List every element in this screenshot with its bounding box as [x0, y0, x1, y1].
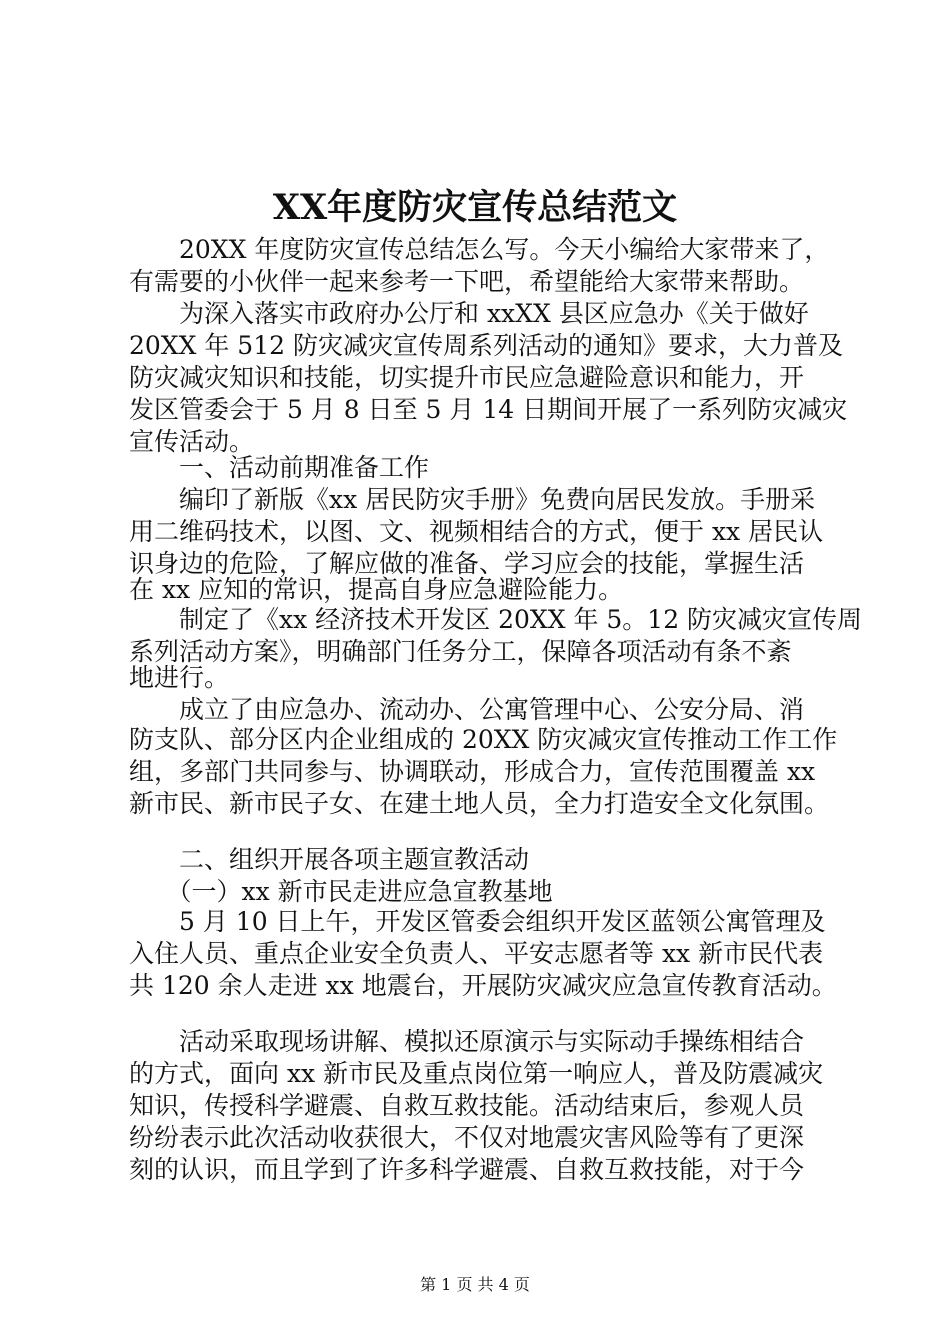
text-line: 纷纷表示此次活动收获很大，不仅对地震灾害风险等有了更深 [129, 1123, 805, 1152]
text-line: 宣传活动。 [129, 427, 255, 456]
text-line: 组，多部门共同参与、协调联动，形成合力，宣传范围覆盖 xx [129, 757, 816, 786]
text-line: 20XX 年度防灾宣传总结怎么写。今天小编给大家带来了， [129, 235, 830, 264]
text-line: 共 120 余人走进 xx 地震台，开展防灾减灾应急宣传教育活动。 [129, 971, 837, 1000]
text-line: 刻的认识，而且学到了许多科学避震、自救互救技能，对于今 [129, 1155, 805, 1184]
text-line: 编印了新版《xx 居民防灾手册》免费向居民发放。手册采 [129, 485, 816, 514]
subsection-heading: （一）xx 新市民走进应急宣教基地 [129, 877, 553, 906]
text-line: 入住人员、重点企业安全负责人、平安志愿者等 xx 新市民代表 [129, 939, 824, 968]
text-line: 20XX 年 512 防灾减灾宣传周系列活动的通知》要求，大力普及 [129, 331, 843, 360]
text-line: 地进行。 [129, 663, 230, 692]
text-line: 发区管委会于 5 月 8 日至 5 月 14 日期间开展了一系列防灾减灾 [129, 395, 848, 424]
text-line: 防支队、部分区内企业组成的 20XX 防灾减灾宣传推动工作工作 [129, 725, 838, 754]
text-line: 系列活动方案》，明确部门任务分工，保障各项活动有条不紊 [129, 637, 792, 666]
text-line: 识身边的危险，了解应做的准备、学习应会的技能，掌握生活 [129, 549, 805, 578]
text-line: 在 xx 应知的常识，提高自身应急避险能力。 [129, 575, 624, 604]
text-line: 的方式，面向 xx 新市民及重点岗位第一响应人，普及防震减灾 [129, 1059, 824, 1088]
text-line: 活动采取现场讲解、模拟还原演示与实际动手操练相结合 [129, 1027, 805, 1056]
document-title: XX年度防灾宣传总结范文 [272, 187, 678, 228]
text-line: 有需要的小伙伴一起来参考一下吧，希望能给大家带来帮助。 [129, 267, 805, 296]
page-number-footer: 第 1 页 共 4 页 [420, 1275, 530, 1294]
text-line: 防灾减灾知识和技能，切实提升市民应急避险意识和能力，开 [129, 363, 805, 392]
text-line: 为深入落实市政府办公厅和 xxXX 县区应急办《关于做好 [129, 299, 809, 328]
text-line: 新市民、新市民子女、在建土地人员，全力打造安全文化氛围。 [129, 789, 830, 818]
text-line: 知识，传授科学避震、自救互救技能。活动结束后，参观人员 [129, 1091, 805, 1120]
text-line: 制定了《xx 经济技术开发区 20XX 年 5。12 防灾减灾宣传周 [129, 605, 863, 634]
text-line: 成立了由应急办、流动办、公寓管理中心、公安分局、消 [129, 695, 805, 724]
section-heading: 二、组织开展各项主题宣教活动 [129, 845, 530, 874]
text-line: 5 月 10 日上午，开发区管委会组织开发区蓝领公寓管理及 [129, 907, 826, 936]
text-line: 用二维码技术，以图、文、视频相结合的方式，便于 xx 居民认 [129, 517, 824, 546]
section-heading: 一、活动前期准备工作 [129, 453, 430, 482]
